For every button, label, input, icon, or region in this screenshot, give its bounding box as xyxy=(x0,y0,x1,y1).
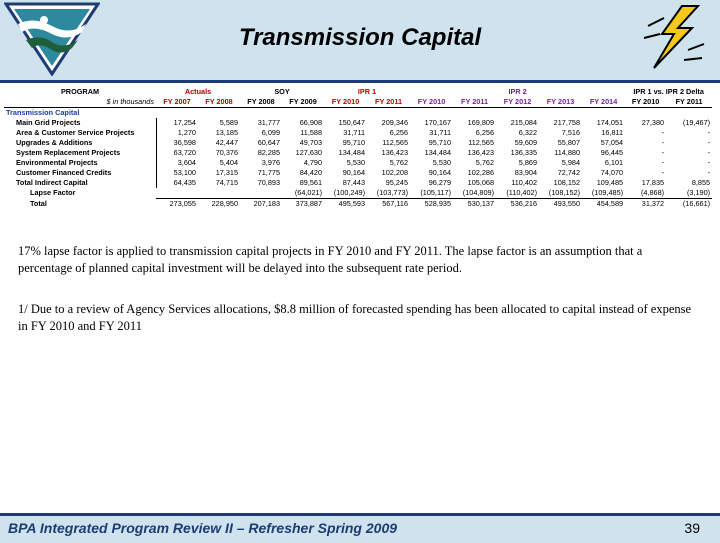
row-label: Area & Customer Service Projects xyxy=(16,128,135,137)
section-label: Transmission Capital xyxy=(6,108,80,117)
table-cell: 53,100 xyxy=(156,168,198,178)
table-cell: 17,315 xyxy=(215,168,239,177)
table-cell: 136,423 xyxy=(381,148,409,157)
table-cell: (105,117) xyxy=(420,188,452,197)
table-cell: 72,742 xyxy=(557,168,581,177)
table-row xyxy=(4,168,712,178)
table-cell: 31,711 xyxy=(343,128,366,137)
table-cell: 207,183 xyxy=(240,199,282,210)
section-row xyxy=(4,108,712,119)
table-cell: 112,565 xyxy=(468,138,495,147)
table-cell: 136,423 xyxy=(467,148,495,157)
table-cell: - xyxy=(661,138,665,147)
row-label: Lapse Factor xyxy=(30,188,76,198)
table-cell: 108,152 xyxy=(553,178,581,187)
table-cell xyxy=(240,188,282,199)
table-cell: 6,256 xyxy=(475,128,495,137)
table-cell: 13,185 xyxy=(215,128,239,137)
table-cell: 70,376 xyxy=(215,148,239,157)
table-cell: 493,550 xyxy=(539,199,582,210)
table-cell: 31,372 xyxy=(625,199,666,210)
table-cell: (19,467) xyxy=(682,118,711,127)
table-cell: 217,758 xyxy=(553,118,581,127)
total-row xyxy=(4,199,712,210)
table-cell: 55,807 xyxy=(557,138,581,147)
table-row xyxy=(4,178,712,188)
table-cell: 95,710 xyxy=(428,138,452,147)
table-cell: (108,152) xyxy=(548,188,581,197)
table-cell: - xyxy=(707,148,711,157)
table-cell: 17,254 xyxy=(156,118,198,128)
table-cell: 7,516 xyxy=(561,128,581,137)
row-label: Total xyxy=(30,198,47,208)
table-cell: 528,935 xyxy=(410,199,453,210)
year-header: FY 2008 xyxy=(198,97,240,108)
table-cell: 169,809 xyxy=(467,118,495,127)
table-cell: 17,835 xyxy=(641,178,665,187)
table-cell: 84,420 xyxy=(299,168,323,177)
table-cell xyxy=(156,188,198,199)
slide-footer xyxy=(0,513,720,543)
table-cell: 5,530 xyxy=(346,158,366,167)
table-cell: 150,647 xyxy=(338,118,366,127)
table-cell: (104,809) xyxy=(462,188,495,197)
table-cell: 8,855 xyxy=(691,178,711,187)
year-header: FY 2014 xyxy=(582,97,625,108)
table-cell: 209,346 xyxy=(381,118,409,127)
year-header: FY 2009 xyxy=(282,97,324,108)
table-cell: 64,435 xyxy=(156,178,198,188)
table-cell: 74,715 xyxy=(215,178,239,187)
table-cell: 87,443 xyxy=(342,178,366,187)
row-label: System Replacement Projects xyxy=(16,148,121,157)
table-cell: 31,711 xyxy=(429,128,452,137)
row-label: Customer Financed Credits xyxy=(16,168,112,177)
table-cell: 74,070 xyxy=(600,168,624,177)
table-cell: 1,270 xyxy=(156,128,198,138)
table-cell: 5,589 xyxy=(219,118,239,127)
table-cell: 16,811 xyxy=(601,128,624,137)
table-row xyxy=(4,158,712,168)
footer-text: BPA Integrated Program Review II – Refresher Spring 2009 xyxy=(8,520,398,536)
page-title: Transmission Capital xyxy=(238,24,482,51)
group-soy: SOY xyxy=(274,86,290,96)
row-label: Main Grid Projects xyxy=(16,118,81,127)
table-cell: 95,710 xyxy=(342,138,366,147)
table-cell: 90,164 xyxy=(428,168,452,177)
table-cell: 95,245 xyxy=(385,178,409,187)
table-cell: (110,402) xyxy=(506,188,538,197)
table-cell: 27,380 xyxy=(641,118,665,127)
table-cell: - xyxy=(661,128,665,137)
table-cell: 96,279 xyxy=(428,178,452,187)
table-cell: 373,887 xyxy=(282,199,324,210)
table-cell: 60,647 xyxy=(257,138,281,147)
row-label: Total Indirect Capital xyxy=(16,178,88,187)
table-cell: 6,256 xyxy=(389,128,409,137)
table-cell: 5,404 xyxy=(219,158,239,167)
table-cell: 536,216 xyxy=(496,199,539,210)
table-cell: 109,485 xyxy=(596,178,624,187)
row-label: Upgrades & Additions xyxy=(16,138,93,147)
table-cell: 36,598 xyxy=(156,138,198,148)
table-body xyxy=(4,118,712,188)
lapse-factor-note: 17% lapse factor is applied to transmission capital projects in FY 2010 and FY 2011. The lapse factor is an assumption that a percentage of planned capital investment will be delayed into the subsequent rate period. xyxy=(18,244,643,275)
year-header: FY 2011 xyxy=(666,97,712,108)
slide-header xyxy=(0,0,720,83)
year-header: FY 2010 xyxy=(410,97,453,108)
table-cell: 6,099 xyxy=(261,128,281,137)
table-cell: (64,021) xyxy=(294,188,323,197)
table-cell: 136,335 xyxy=(510,148,538,157)
table-cell: 82,285 xyxy=(257,148,281,157)
program-header: PROGRAM xyxy=(60,86,100,96)
table-cell: 114,880 xyxy=(554,148,581,157)
table-cell: 70,893 xyxy=(257,178,281,187)
table-cell: 11,588 xyxy=(300,128,323,137)
table-cell: 273,055 xyxy=(156,199,198,210)
table-cell: 127,630 xyxy=(295,148,323,157)
table-cell: 228,950 xyxy=(198,199,240,210)
table-cell: 71,775 xyxy=(257,168,281,177)
year-header: FY 2010 xyxy=(324,97,367,108)
table-cell: - xyxy=(661,158,665,167)
lapse-row xyxy=(4,188,712,199)
year-header: FY 2008 xyxy=(240,97,282,108)
table-cell: 215,084 xyxy=(510,118,538,127)
table-cell: - xyxy=(661,168,665,177)
page-number: 39 xyxy=(684,520,700,536)
capital-table-container xyxy=(4,86,712,252)
table-cell: 174,051 xyxy=(596,118,624,127)
table-cell: 170,167 xyxy=(424,118,452,127)
table-cell: 105,068 xyxy=(467,178,495,187)
transmission-capital-table xyxy=(4,86,712,209)
year-header: FY 2013 xyxy=(539,97,582,108)
table-cell: - xyxy=(707,128,711,137)
table-row xyxy=(4,128,712,138)
table-cell: - xyxy=(707,158,711,167)
table-cell: 83,904 xyxy=(514,168,538,177)
table-cell: (3,190) xyxy=(686,188,711,197)
table-cell: 5,869 xyxy=(518,158,538,167)
table-cell: 110,402 xyxy=(511,178,538,187)
table-cell: - xyxy=(707,168,711,177)
table-cell: (16,661) xyxy=(666,199,712,210)
table-cell: (103,773) xyxy=(376,188,409,197)
table-cell: 134,484 xyxy=(424,148,452,157)
table-cell: 495,593 xyxy=(324,199,367,210)
year-header: FY 2012 xyxy=(496,97,539,108)
table-cell: 49,703 xyxy=(299,138,323,147)
table-cell: 102,286 xyxy=(467,168,495,177)
table-cell: 102,208 xyxy=(381,168,409,177)
table-year-header-row xyxy=(4,97,712,108)
table-cell: 5,762 xyxy=(475,158,495,167)
table-cell: 6,322 xyxy=(518,128,538,137)
table-cell: 454,589 xyxy=(582,199,625,210)
table-row xyxy=(4,138,712,148)
table-group-header-row xyxy=(4,86,712,97)
table-cell: 59,609 xyxy=(514,138,538,147)
table-cell: 3,976 xyxy=(261,158,281,167)
table-cell: 42,447 xyxy=(215,138,239,147)
table-cell: 4,790 xyxy=(303,158,323,167)
group-ipr1: IPR 1 xyxy=(357,86,377,96)
table-cell: 63,720 xyxy=(156,148,198,158)
table-cell: (109,485) xyxy=(591,188,624,197)
agency-services-note: 1/ Due to a review of Agency Services allocations, $8.8 million of forecasted spending has been allocated to capital instead of expense in FY 2010 and FY 2011 xyxy=(18,302,692,333)
table-cell: - xyxy=(661,148,665,157)
table-cell: 5,984 xyxy=(561,158,581,167)
table-cell: - xyxy=(707,138,711,147)
year-header: FY 2007 xyxy=(156,97,198,108)
table-cell: (4,868) xyxy=(640,188,665,197)
units-label: $ in thousands xyxy=(4,97,156,108)
table-cell: 96,445 xyxy=(600,148,624,157)
year-header: FY 2010 xyxy=(625,97,666,108)
table-cell: 5,530 xyxy=(432,158,452,167)
group-ipr2: IPR 2 xyxy=(508,86,527,96)
table-cell: 90,164 xyxy=(342,168,366,177)
lightning-bolt-icon xyxy=(640,4,710,70)
group-actuals: Actuals xyxy=(184,86,212,96)
table-cell: 5,762 xyxy=(389,158,409,167)
group-delta: IPR 1 vs. IPR 2 Delta xyxy=(633,86,704,96)
table-cell: 567,116 xyxy=(367,199,410,210)
table-cell: 57,054 xyxy=(600,138,624,147)
table-row xyxy=(4,118,712,128)
table-cell: 530,137 xyxy=(453,199,496,210)
table-cell: 66,908 xyxy=(299,118,323,127)
slide-content xyxy=(0,83,720,513)
year-header: FY 2011 xyxy=(453,97,496,108)
table-row xyxy=(4,148,712,158)
table-cell: 89,561 xyxy=(299,178,323,187)
table-cell: (100,249) xyxy=(333,188,366,197)
row-label: Environmental Projects xyxy=(16,158,98,167)
table-cell: 31,777 xyxy=(257,118,281,127)
table-cell: 134,484 xyxy=(338,148,366,157)
year-header: FY 2011 xyxy=(367,97,410,108)
table-cell: 112,565 xyxy=(382,138,409,147)
table-cell: 6,101 xyxy=(604,158,624,167)
table-cell xyxy=(198,188,240,199)
table-cell: 3,604 xyxy=(156,158,198,168)
